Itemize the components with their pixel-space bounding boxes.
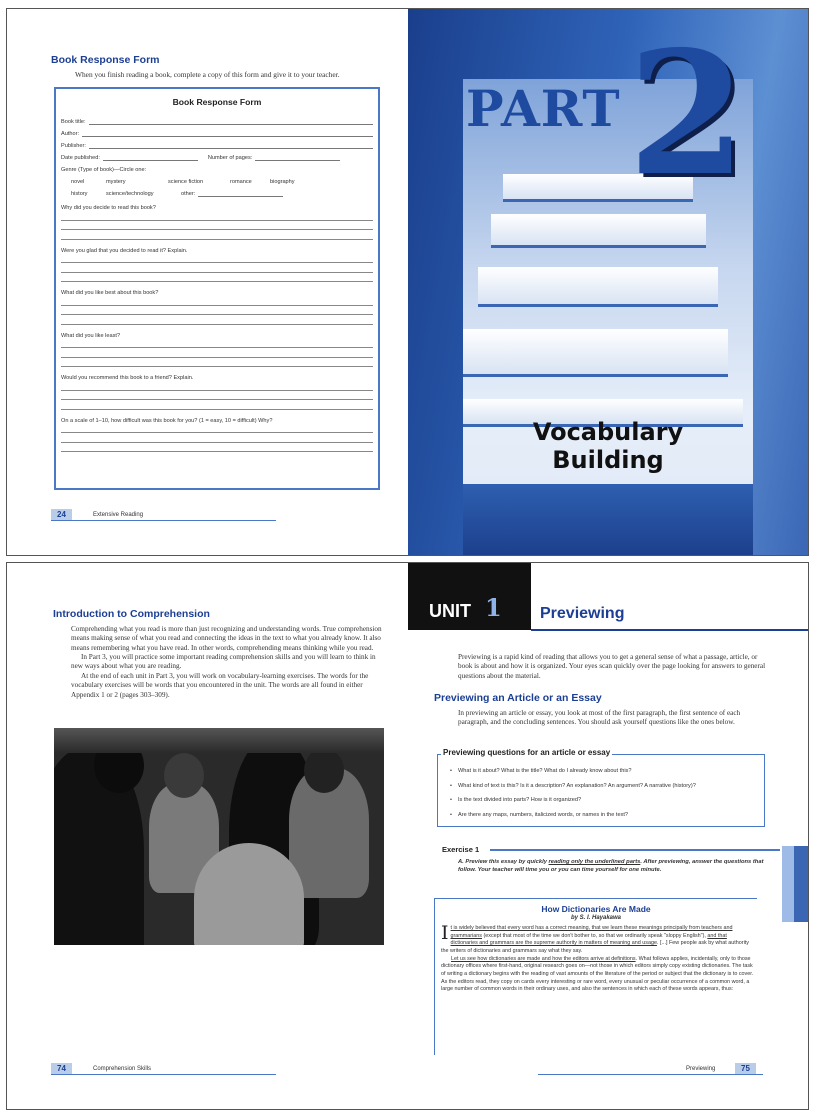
answer-line[interactable] xyxy=(61,391,373,401)
essay-box xyxy=(434,898,757,1055)
author-field[interactable] xyxy=(82,130,373,137)
running-footer: Previewing xyxy=(686,1066,716,1072)
answer-line[interactable] xyxy=(61,358,373,368)
stair-step xyxy=(491,214,706,248)
question-label: Were you glad that you decided to read it? Explain. xyxy=(61,247,188,254)
question-label: Why did you decide to read this book? xyxy=(61,205,156,211)
answer-line[interactable] xyxy=(61,221,373,231)
underlined-text: and that dictionaries and grammars are the supreme authority in matters of meaning and usage xyxy=(450,932,727,947)
essay-text: (except that most of the time we don't bother to, so that we ordinarily speak "sloppy English"), xyxy=(481,932,708,939)
page-text xyxy=(71,625,385,700)
underlined-text: Let us see how dictionaries are made and how the editors arrive at definitions xyxy=(451,955,636,962)
paragraph: Comprehending what you read is more than just recognizing and understanding words. True comprehension means making sense of what you read and connecting the ideas in the text to what you already know. It also means remembering what you have read. In other words, comprehending means thinking while you read. xyxy=(71,625,382,652)
question-block xyxy=(61,242,373,283)
question-block xyxy=(61,284,373,325)
box-title: Previewing questions for an article or essay xyxy=(443,748,611,757)
date-published-field[interactable] xyxy=(103,154,198,161)
page-75 xyxy=(408,563,809,1109)
bottom-spread xyxy=(6,562,809,1110)
essay-paragraph xyxy=(441,956,755,994)
part-number: 2 xyxy=(628,14,747,214)
section-heading: Previewing an Article or an Essay xyxy=(434,692,602,704)
essay-body xyxy=(441,922,755,994)
book-response-form xyxy=(54,87,380,490)
paragraph: At the end of each unit in Part 3, you will work on vocabulary-learning exercises. The words for the vocabulary exercises will be words that you encountered in the unit. The words are all found in either Appendix 1 or 2 (pages 303–309). xyxy=(71,671,369,699)
genre-option[interactable]: history xyxy=(71,191,88,197)
genre-option[interactable]: other: xyxy=(181,191,196,197)
genre-option[interactable]: novel xyxy=(71,179,85,185)
stair-shadow xyxy=(463,484,753,555)
unit-number: 1 xyxy=(485,593,502,622)
genre-other-field[interactable] xyxy=(198,190,283,197)
unit-rule xyxy=(531,629,809,631)
essay-text: . [...] Few people ask by what authority the writers of dictionaries and grammars say what they say. xyxy=(441,940,749,955)
publisher-label: Publisher: xyxy=(61,143,86,149)
exercise-text-underlined: reading only the underlined parts xyxy=(548,859,641,865)
genre-option[interactable]: biography xyxy=(270,179,295,185)
answer-line[interactable] xyxy=(61,296,373,306)
answer-line[interactable] xyxy=(61,348,373,358)
drop-cap: I xyxy=(441,922,449,944)
question-label: What did you like best about this book? xyxy=(61,290,159,296)
question-item: • Is the text divided into parts? How is it organized? xyxy=(458,797,763,812)
question-block xyxy=(61,199,373,240)
page-74 xyxy=(7,563,408,1109)
question-block xyxy=(61,369,373,410)
page-number: 24 xyxy=(51,509,72,520)
page-intro: When you finish reading a book, complete a copy of this form and give it to your teacher. xyxy=(75,70,340,79)
side-tab xyxy=(794,846,809,922)
question-item: • Are there any maps, numbers, italicized words, or names in the text? xyxy=(458,812,763,827)
running-footer: Comprehension Skills xyxy=(93,1066,152,1072)
page-number: 74 xyxy=(51,1063,72,1074)
part-label: PART xyxy=(466,79,621,138)
running-footer: Extensive Reading xyxy=(93,512,144,518)
author-row xyxy=(61,125,373,137)
genre-option[interactable]: science/technology xyxy=(106,191,154,197)
footer-rule xyxy=(538,1074,763,1075)
answer-line[interactable] xyxy=(61,306,373,316)
genre-options-row-1 xyxy=(61,173,373,185)
question-list xyxy=(458,768,763,826)
answer-line[interactable] xyxy=(61,315,373,325)
page-24 xyxy=(7,9,408,555)
question-item: • What kind of text is this? Is it a description? An explanation? An argument? A narrative (history)? xyxy=(458,783,763,798)
answer-line[interactable] xyxy=(61,424,373,434)
top-spread xyxy=(6,8,809,556)
answer-line[interactable] xyxy=(61,433,373,443)
book-title-label: Book title: xyxy=(61,119,86,125)
page-number: 75 xyxy=(735,1063,756,1074)
answer-line[interactable] xyxy=(61,273,373,283)
part-2-cover xyxy=(408,9,809,555)
footer-rule xyxy=(51,520,276,521)
genre-option[interactable]: mystery xyxy=(106,179,126,185)
unit-label: UNIT xyxy=(429,601,471,621)
book-title-row xyxy=(61,113,373,125)
genre-row xyxy=(61,161,373,173)
form-heading: Book Response Form xyxy=(172,97,262,107)
question-label: Would you recommend this book to a friend? Explain. xyxy=(61,375,194,381)
answer-line[interactable] xyxy=(61,339,373,349)
stair-step xyxy=(463,329,728,377)
essay-author: by S. I. Hayakawa xyxy=(570,915,622,921)
number-of-pages-label: Number of pages: xyxy=(207,155,253,161)
publisher-row xyxy=(61,137,373,149)
stair-step xyxy=(478,267,718,307)
question-item: • What is it about? What is the title? What do I already know about this? xyxy=(458,768,763,783)
essay-title: How Dictionaries Are Made xyxy=(541,904,651,914)
date-pages-row xyxy=(61,149,373,161)
answer-line[interactable] xyxy=(61,254,373,264)
part-title-line: Building xyxy=(552,445,664,474)
number-of-pages-field[interactable] xyxy=(255,154,340,161)
exercise-rule xyxy=(490,849,780,851)
date-published-label: Date published: xyxy=(61,155,100,161)
page-title: Book Response Form xyxy=(51,54,160,66)
part-title xyxy=(463,419,753,474)
answer-line[interactable] xyxy=(61,230,373,240)
question-block xyxy=(61,327,373,368)
genre-options-row-2 xyxy=(61,185,373,197)
genre-label: Genre (Type of book)—Circle one: xyxy=(61,167,147,173)
paragraph: In Part 3, you will practice some important reading comprehension skills and you will learn to think in new ways about what you are reading. xyxy=(71,653,376,671)
underlined-text: t is widely believed that every word has a correct meaning, that we learn these meanings principally from teachers and grammarians xyxy=(450,925,733,939)
unit-banner xyxy=(408,563,809,631)
answer-line[interactable] xyxy=(61,381,373,391)
page-title: Introduction to Comprehension xyxy=(53,608,210,620)
unit-intro: Previewing is a rapid kind of reading that allows you to get a general sense of what a passage, article, or book is about and how it is organized. Your eyes scan quickly over the page looking for answers to general questions about the material. xyxy=(458,653,766,680)
book-title-field[interactable] xyxy=(89,118,373,125)
publisher-field[interactable] xyxy=(89,142,373,149)
students-photo xyxy=(54,728,384,945)
unit-title: Previewing xyxy=(540,605,625,622)
question-block xyxy=(61,412,373,453)
part-title-line: Vocabulary xyxy=(532,418,684,446)
author-label: Author: xyxy=(61,131,80,137)
answer-line[interactable] xyxy=(61,211,373,221)
answer-line[interactable] xyxy=(61,400,373,410)
essay-text: . What follows applies, incidentally, only to those dictionary offices where first-hand, original research goes on—not those in which editors simply copy existing dictionaries. The task of writing a dictionary begins with the reading of vast amounts of the literature of the period or subject that the dictionary is to cover. As the editors read, they copy on cards every interesting or rare word, every unusual or peculiar occurrence of a common word, a large number of common words in their ordinary uses, and also the sentences in which each of these words appears, thus: xyxy=(441,955,754,993)
question-label: What did you like least? xyxy=(61,332,121,339)
question-label: On a scale of 1–10, how difficult was this book for you? (1 = easy, 10 = difficult) Why? xyxy=(61,417,273,424)
form-body xyxy=(61,113,373,452)
previewing-questions-box xyxy=(437,748,765,827)
exercise-text-suffix: . After previewing, answer the questions that follow. Your teacher will time you or you can time yourself for one minute. xyxy=(458,859,764,873)
essay-paragraph xyxy=(441,922,755,956)
answer-line[interactable] xyxy=(61,263,373,273)
section-paragraph: In previewing an article or essay, you look at most of the first paragraph, the first sentence of each paragraph, and the concluding sentences. You should ask yourself questions like the ones below. xyxy=(458,709,741,727)
exercise-instructions xyxy=(458,859,770,875)
exercise-text-prefix: A. Preview this essay by quickly xyxy=(458,859,549,865)
answer-line[interactable] xyxy=(61,443,373,453)
footer-rule xyxy=(51,1074,276,1075)
side-tab-light xyxy=(782,846,794,922)
genre-option[interactable]: science fiction xyxy=(168,179,204,185)
exercise-label: Exercise 1 xyxy=(442,845,480,854)
genre-option[interactable]: romance xyxy=(230,179,252,185)
